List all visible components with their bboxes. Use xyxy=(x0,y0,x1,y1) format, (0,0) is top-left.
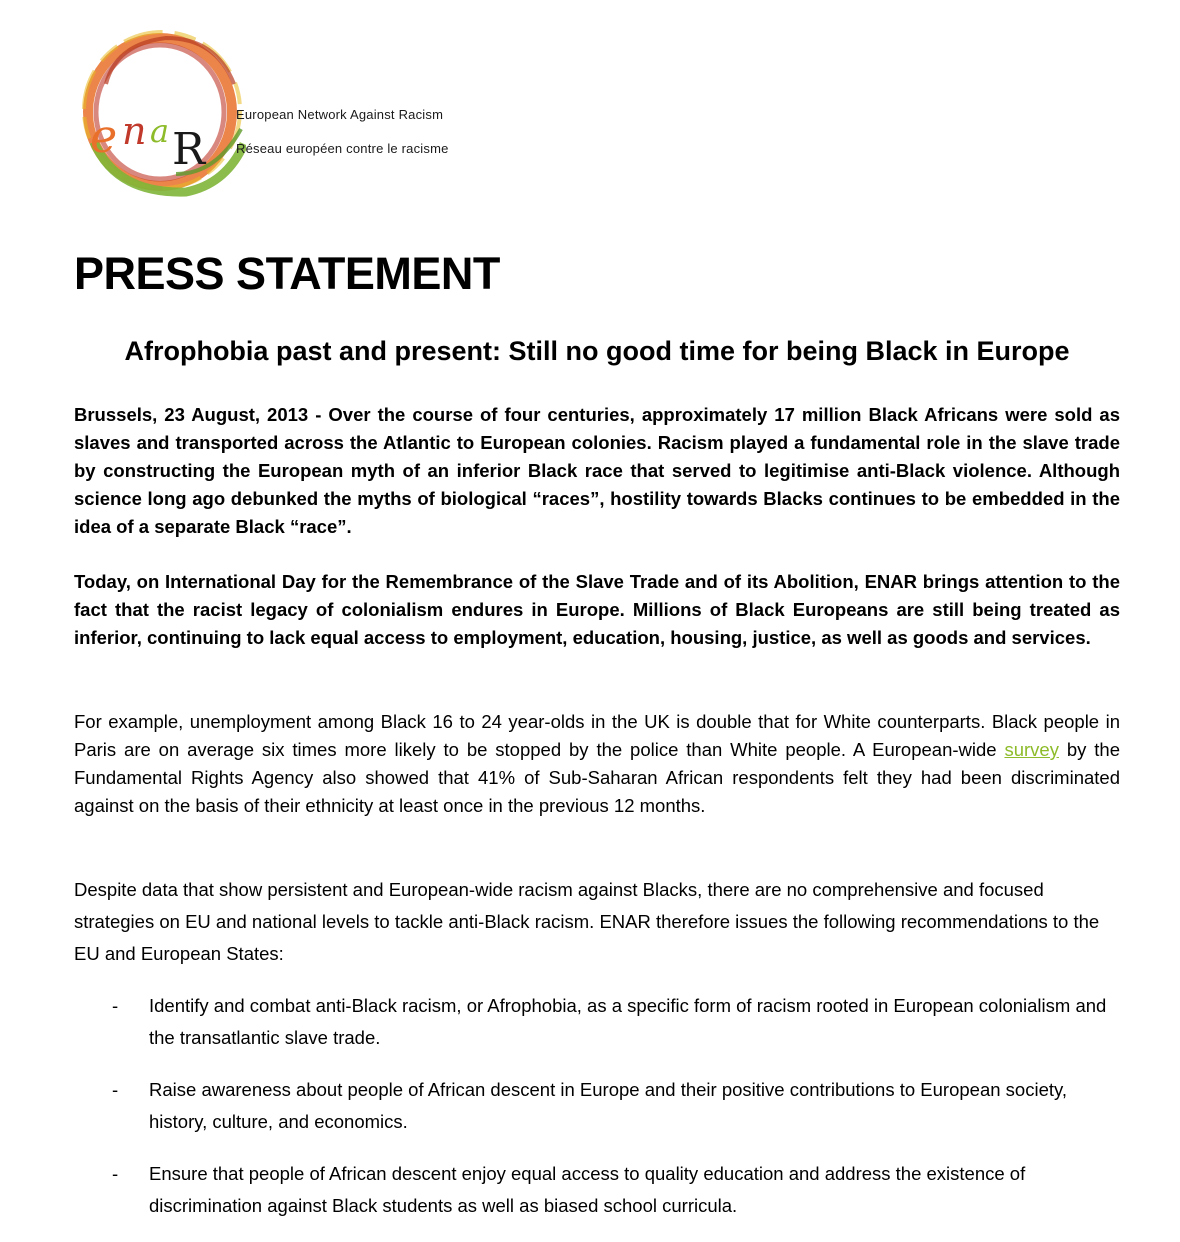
list-item xyxy=(74,1158,1120,1222)
recommendation-text: Raise awareness about people of African descent in Europe and their positive contributions to European society, history, culture, and economics. xyxy=(149,1079,1068,1132)
paragraph-examples-text-2: by the Fundamental Rights Agency also showed that 41% of Sub-Saharan African respondents felt they had been discriminated against on the basis of their ethnicity at least once in the previous 12 months. xyxy=(74,739,1120,816)
recommendations-list xyxy=(74,990,1120,1242)
page-title: PRESS STATEMENT xyxy=(74,248,500,299)
list-item xyxy=(74,990,1120,1054)
organization-name-en: European Network Against Racism xyxy=(236,107,444,122)
organization-name xyxy=(236,98,449,166)
paragraph-recommendations-intro: Despite data that show persistent and European-wide racism against Blacks, there are no comprehensive and focused strategies on EU and national levels to tackle anti-Black racism. ENAR therefore issues the following recommendations to the EU and European States: xyxy=(74,879,1100,964)
enar-logo xyxy=(76,24,246,204)
paragraph-intro: Brussels, 23 August, 2013 - Over the course of four centuries, approximately 17 million Black Africans were sold as slaves and transported across the Atlantic to European colonies. Racism played a fundamental role in the slave trade by constructing the European myth of an inferior Black race that served to legitimise anti-Black violence. Although science long ago debunked the myths of biological “races”, hostility towards Blacks continues to be embedded in the idea of a separate Black “race”. xyxy=(74,404,1120,537)
recommendation-text: Ensure that people of African descent enjoy equal access to quality education and address the existence of discrimination against Black students as well as biased school curricula. xyxy=(149,1163,1026,1216)
recommendation-text: Identify and combat anti-Black racism, or Afrophobia, as a specific form of racism rooted in European colonialism and the transatlantic slave trade. xyxy=(149,995,1107,1048)
bullet-dash: - xyxy=(112,995,119,1016)
bullet-dash: - xyxy=(112,1163,119,1184)
organization-name-fr: Réseau européen contre le racisme xyxy=(236,141,449,156)
list-item xyxy=(74,1074,1120,1138)
statement-subtitle: Afrophobia past and present: Still no good time for being Black in Europe xyxy=(124,336,1070,366)
svg-text:R: R xyxy=(172,124,206,175)
bullet-dash: - xyxy=(112,1079,119,1100)
svg-text:n: n xyxy=(122,109,147,153)
enar-logo-graphic xyxy=(76,24,246,204)
svg-text:a: a xyxy=(150,112,170,150)
paragraph-examples-text-1: For example, unemployment among Black 16 to 24 year-olds in the UK is double that for White counterparts. Black people in Paris are on average six times more likely to be stopped by the police than White people. A European-wide xyxy=(74,711,1120,760)
paragraph-examples xyxy=(74,708,1120,820)
svg-text:e: e xyxy=(90,109,118,163)
paragraph-today: Today, on International Day for the Remembrance of the Slave Trade and of its Abolition, ENAR brings attention to the fact that the racist legacy of colonialism endures in Europe. Millions of Black Europeans are still being treated as inferior, continuing to lack equal access to employment, education, housing, justice, as well as goods and services. xyxy=(74,571,1120,648)
survey-link[interactable]: survey xyxy=(1004,739,1059,760)
